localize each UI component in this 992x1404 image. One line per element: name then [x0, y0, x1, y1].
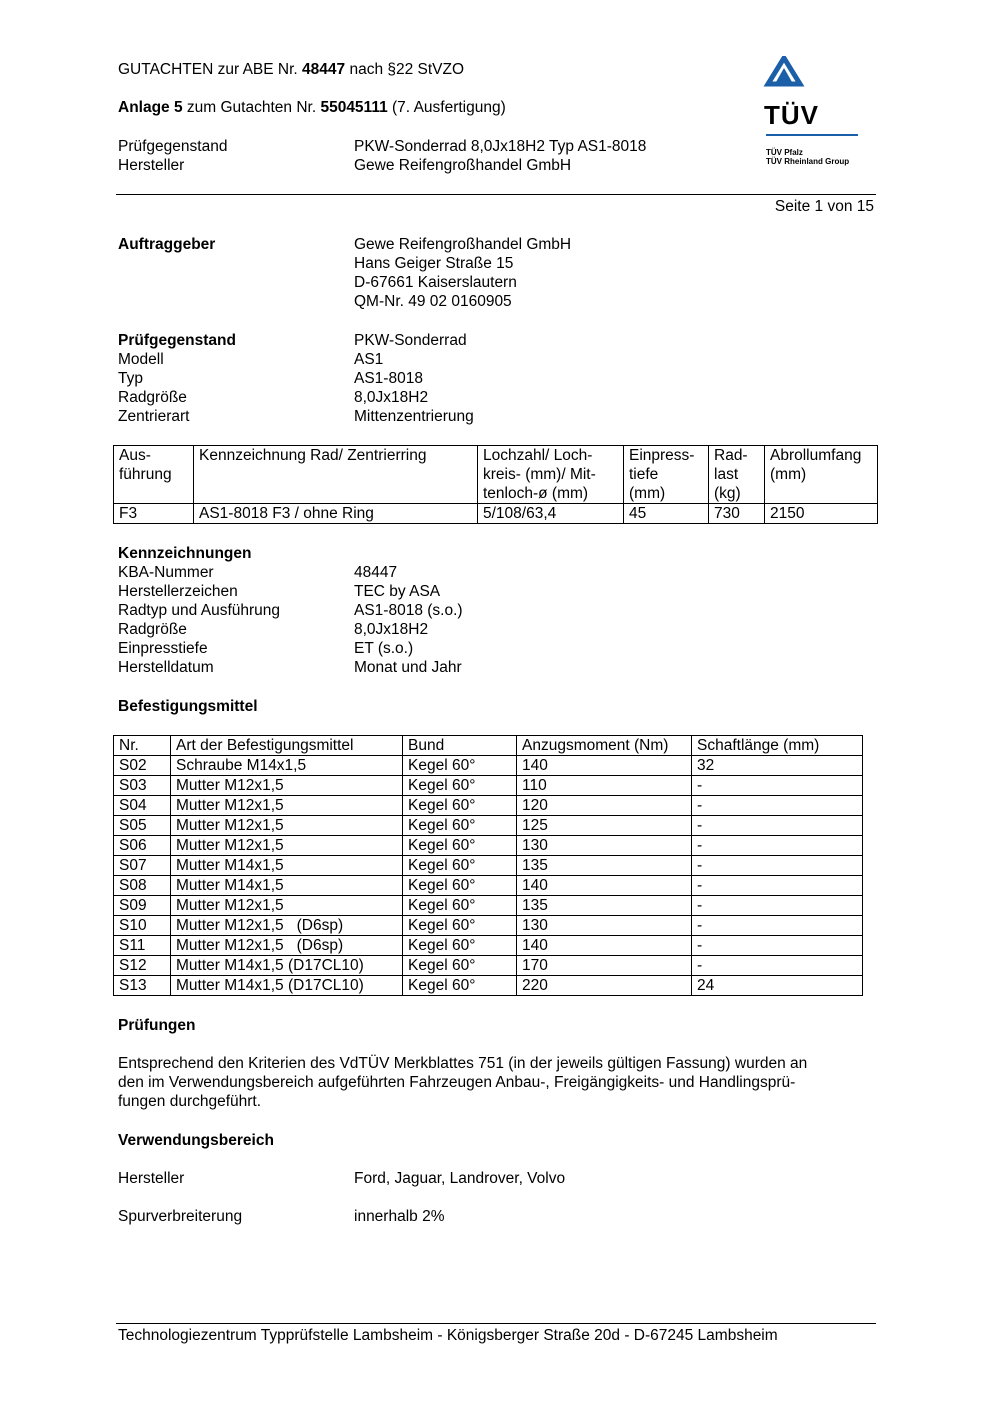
table-cell: Kegel 60°	[403, 876, 517, 896]
footer-text: Technologiezentrum Typprüfstelle Lambsheim - Königsberger Straße 20d - D-67245 Lambsheim	[118, 1327, 778, 1344]
table-cell: Mutter M14x1,5	[171, 856, 403, 876]
table-cell: AS1-8018 F3 / ohne Ring	[194, 504, 478, 524]
verwendungsbereich-label: Verwendungsbereich	[118, 1132, 274, 1149]
table-row	[114, 916, 863, 936]
table-header-cell: Aus- führung	[114, 446, 194, 504]
table-cell: S12	[114, 956, 171, 976]
table-cell: 140	[517, 756, 692, 776]
field-value: 8,0Jx18H2	[354, 389, 429, 406]
header-line-2: Anlage 5 zum Gutachten Nr. 55045111 (7. Ausfertigung)	[118, 99, 506, 116]
table-cell: -	[692, 836, 863, 856]
table-cell: Mutter M12x1,5	[171, 896, 403, 916]
table-cell: -	[692, 876, 863, 896]
table-cell: 110	[517, 776, 692, 796]
table-header-cell: Kennzeichnung Rad/ Zentrierring	[194, 446, 478, 504]
field-value: TEC by ASA	[354, 583, 441, 600]
table-cell: Kegel 60°	[403, 976, 517, 996]
table-cell: 140	[517, 876, 692, 896]
table-header-cell: Nr.	[114, 736, 171, 756]
table-cell: F3	[114, 504, 194, 524]
field-label: Radtyp und Ausführung	[118, 602, 281, 619]
table-cell: Mutter M14x1,5 (D17CL10)	[171, 976, 403, 996]
field-label: Spurverbreiterung	[118, 1208, 243, 1225]
tuv-logo-sub1: TÜV Pfalz	[766, 148, 803, 157]
pruefgegenstand-value: PKW-Sonderrad	[354, 332, 467, 349]
table-row	[114, 504, 878, 524]
table-cell: 135	[517, 896, 692, 916]
table-header-cell: Art der Befestigungsmittel	[171, 736, 403, 756]
table-cell: 45	[624, 504, 709, 524]
table-cell: 130	[517, 836, 692, 856]
tuv-logo-rule	[766, 134, 858, 136]
table-cell: -	[692, 956, 863, 976]
field-label: Einpresstiefe	[118, 640, 208, 657]
header-hersteller-label: Hersteller	[118, 157, 185, 174]
field-value: AS1	[354, 351, 384, 368]
tuv-logo-sub2: TÜV Rheinland Group	[766, 157, 850, 166]
table-cell: -	[692, 916, 863, 936]
table-header-cell: Einpress- tiefe (mm)	[624, 446, 709, 504]
table-cell: 5/108/63,4	[478, 504, 624, 524]
table-cell: Schraube M14x1,5	[171, 756, 403, 776]
field-label: Herstellerzeichen	[118, 583, 238, 600]
field-label: Radgröße	[118, 621, 187, 638]
befestigung-table	[113, 735, 863, 996]
table-cell: S08	[114, 876, 171, 896]
table-cell: S13	[114, 976, 171, 996]
field-label: Hersteller	[118, 1170, 185, 1187]
table-header-cell: Lochzahl/ Loch- kreis- (mm)/ Mit- tenloch-ø (mm)	[478, 446, 624, 504]
table-cell: Mutter M14x1,5 (D17CL10)	[171, 956, 403, 976]
table-row	[114, 936, 863, 956]
table-cell: Kegel 60°	[403, 896, 517, 916]
table-cell: -	[692, 896, 863, 916]
rad-table	[113, 445, 878, 524]
table-cell: 2150	[765, 504, 878, 524]
table-cell: S10	[114, 916, 171, 936]
pruefgegenstand-label: Prüfgegenstand	[118, 332, 236, 349]
table-row	[114, 856, 863, 876]
table-cell: -	[692, 816, 863, 836]
header-divider	[116, 194, 876, 195]
auftraggeber-line: D-67661 Kaiserslautern	[354, 274, 517, 291]
table-cell: -	[692, 796, 863, 816]
table-cell: Kegel 60°	[403, 756, 517, 776]
field-value: Mittenzentrierung	[354, 408, 474, 425]
table-row	[114, 796, 863, 816]
table-cell: S03	[114, 776, 171, 796]
table-cell: 140	[517, 936, 692, 956]
table-cell: Mutter M12x1,5 (D6sp)	[171, 916, 403, 936]
table-row	[114, 816, 863, 836]
table-cell: Kegel 60°	[403, 956, 517, 976]
field-value: 48447	[354, 564, 398, 581]
table-row	[114, 776, 863, 796]
tuv-logo	[762, 56, 862, 166]
footer-divider	[116, 1323, 876, 1324]
field-value: 8,0Jx18H2	[354, 621, 429, 638]
table-cell: Mutter M12x1,5 (D6sp)	[171, 936, 403, 956]
table-cell: 125	[517, 816, 692, 836]
table-cell: Kegel 60°	[403, 936, 517, 956]
table-cell: -	[692, 856, 863, 876]
table-row	[114, 836, 863, 856]
auftraggeber-line: Hans Geiger Straße 15	[354, 255, 514, 272]
pruefungen-label: Prüfungen	[118, 1017, 196, 1034]
header-hersteller-value: Gewe Reifengroßhandel GmbH	[354, 157, 572, 174]
table-cell: 135	[517, 856, 692, 876]
table-cell: Mutter M12x1,5	[171, 836, 403, 856]
field-value: Monat und Jahr	[354, 659, 462, 676]
table-cell: S06	[114, 836, 171, 856]
befestigung-label: Befestigungsmittel	[118, 698, 258, 715]
field-label: Modell	[118, 351, 164, 368]
table-cell: Mutter M14x1,5	[171, 876, 403, 896]
field-label: Herstelldatum	[118, 659, 214, 676]
table-cell: 130	[517, 916, 692, 936]
table-cell: Mutter M12x1,5	[171, 796, 403, 816]
table-cell: -	[692, 776, 863, 796]
field-label: Radgröße	[118, 389, 187, 406]
table-cell: S09	[114, 896, 171, 916]
table-cell: 170	[517, 956, 692, 976]
table-header-cell: Abrollumfang (mm)	[765, 446, 878, 504]
field-value: innerhalb 2%	[354, 1208, 445, 1225]
auftraggeber-line: QM-Nr. 49 02 0160905	[354, 293, 512, 310]
header-line-1: GUTACHTEN zur ABE Nr. 48447 nach §22 StVZO	[118, 61, 465, 78]
tuv-logo-text: TÜV	[764, 100, 819, 130]
table-header-cell: Anzugsmoment (Nm)	[517, 736, 692, 756]
table-header-cell: Schaftlänge (mm)	[692, 736, 863, 756]
page-indicator: Seite 1 von 15	[774, 198, 874, 215]
pruefungen-text-line: Entsprechend den Kriterien des VdTÜV Merkblattes 751 (in der jeweils gültigen Fassung) wurden an	[118, 1055, 808, 1072]
pruefungen-text-line: fungen durchgeführt.	[118, 1093, 262, 1110]
table-cell: Kegel 60°	[403, 776, 517, 796]
table-cell: 120	[517, 796, 692, 816]
table-cell: S02	[114, 756, 171, 776]
table-cell: 24	[692, 976, 863, 996]
field-label: KBA-Nummer	[118, 564, 214, 581]
field-label: Typ	[118, 370, 143, 387]
table-row	[114, 956, 863, 976]
auftraggeber-label: Auftraggeber	[118, 236, 216, 253]
field-value: Ford, Jaguar, Landrover, Volvo	[354, 1170, 566, 1187]
table-header-row	[114, 736, 863, 756]
field-label: Zentrierart	[118, 408, 190, 425]
header-pg-value: PKW-Sonderrad 8,0Jx18H2 Typ AS1-8018	[354, 138, 647, 155]
field-value: ET (s.o.)	[354, 640, 414, 657]
field-value: AS1-8018 (s.o.)	[354, 602, 463, 619]
table-row	[114, 976, 863, 996]
kennzeichnungen-label: Kennzeichnungen	[118, 545, 252, 562]
pruefungen-text-line: den im Verwendungsbereich aufgeführten Fahrzeugen Anbau-, Freigängigkeits- und Handlingsprü-	[118, 1074, 796, 1091]
table-cell: 32	[692, 756, 863, 776]
table-header-cell: Bund	[403, 736, 517, 756]
table-cell: S04	[114, 796, 171, 816]
table-cell: Kegel 60°	[403, 856, 517, 876]
table-header-cell: Rad- last (kg)	[709, 446, 765, 504]
table-row	[114, 876, 863, 896]
table-cell: S07	[114, 856, 171, 876]
table-row	[114, 896, 863, 916]
table-cell: 730	[709, 504, 765, 524]
table-cell: Kegel 60°	[403, 836, 517, 856]
table-cell: Kegel 60°	[403, 916, 517, 936]
table-cell: Kegel 60°	[403, 796, 517, 816]
table-cell: S11	[114, 936, 171, 956]
auftraggeber-line: Gewe Reifengroßhandel GmbH	[354, 236, 572, 253]
table-cell: Kegel 60°	[403, 816, 517, 836]
table-cell: S05	[114, 816, 171, 836]
table-row	[114, 756, 863, 776]
table-cell: Mutter M12x1,5	[171, 816, 403, 836]
table-cell: Mutter M12x1,5	[171, 776, 403, 796]
header-pg-label: Prüfgegenstand	[118, 138, 228, 155]
field-value: AS1-8018	[354, 370, 423, 387]
table-cell: 220	[517, 976, 692, 996]
table-header-row	[114, 446, 878, 504]
table-cell: -	[692, 936, 863, 956]
